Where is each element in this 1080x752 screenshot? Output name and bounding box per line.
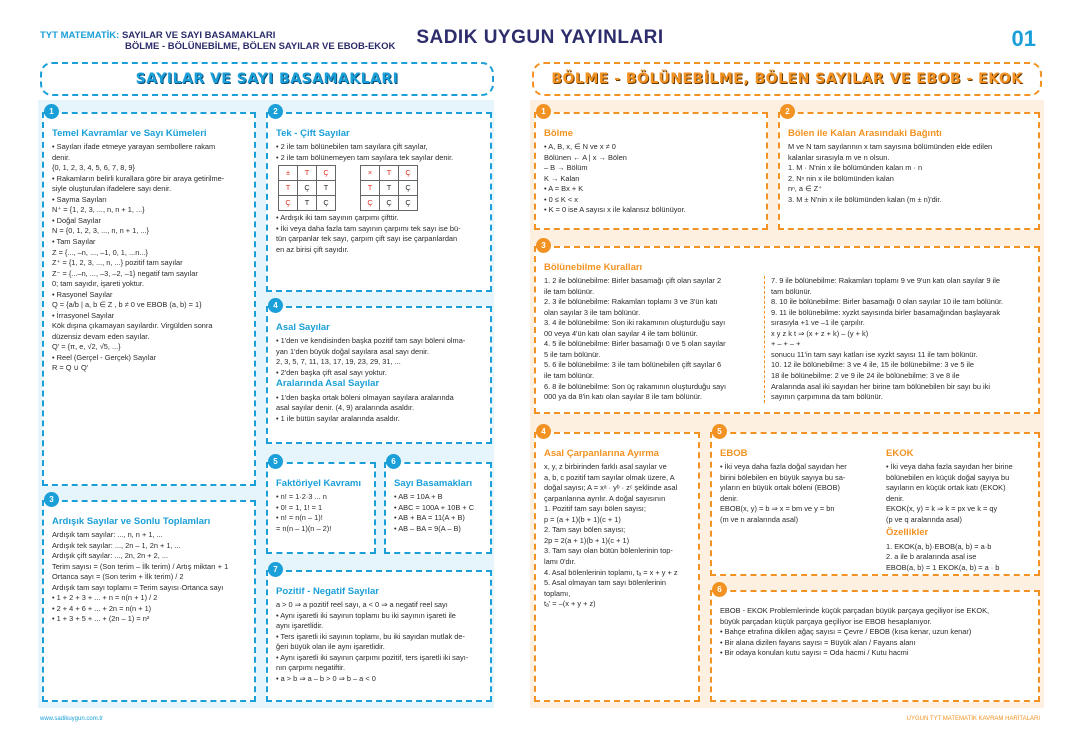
panel-body — [276, 492, 367, 534]
panel-title: Bölen ile Kalan Arasındaki Bağıntı — [788, 128, 942, 139]
text-line: (m ve n aralarında asal) — [720, 514, 799, 524]
text-line: • 2'den başka çift asal sayı yoktur. — [276, 367, 387, 377]
text-line: • Ters işaretli iki sayının toplamı, bu iki sayıdan mutlak de- — [276, 631, 465, 641]
text-line: sırasıyla +1 ve –1 ile çarpılır. — [771, 318, 865, 328]
text-line: • İki veya daha fazla tam sayının çarpımı tek sayı ise bü- — [276, 223, 461, 233]
text-line: 1. EKOK(a, b)·EBOB(a, b) = a·b — [886, 541, 992, 551]
panel-title: Temel Kavramlar ve Sayı Kümeleri — [52, 128, 207, 139]
text-line: EBOB(x, y) = b ⇒ x = bm ve y = bn — [720, 504, 835, 514]
text-line: 2p = 2(a + 1)(b + 1)(c + 1) — [544, 535, 630, 545]
panel-body — [544, 142, 759, 216]
panel-title-2: Aralarında Asal Sayılar — [276, 378, 380, 390]
text-line: • Rasyonel Sayılar — [52, 289, 113, 299]
multiplication-table — [360, 165, 418, 211]
text-line: Ardışık tam sayılar: ..., n, n + 1, ... — [52, 530, 163, 540]
panel-title: Faktöriyel Kavramı — [276, 478, 362, 489]
panel-gcd-lcm — [710, 432, 1040, 576]
text-line: nⁿ, a ∈ Z⁺ — [788, 184, 822, 194]
text-line: • Aynı işaretli iki sayının çarpımı pozitif, ters işaretli iki sayı- — [276, 652, 469, 662]
text-line: M ve N tam sayılarının x tam sayısına bölümünden elde edilen — [788, 142, 993, 152]
text-line: 7. 9 ile bölünebilme: Rakamları toplamı 9 ve 9'un katı olan sayılar 9 ile — [771, 276, 1000, 286]
text-line: denir. — [52, 152, 71, 162]
text-line: 2, 3, 5, 7, 11, 13, 17, 19, 23, 29, 31, ... — [276, 357, 401, 367]
rules-columns — [544, 276, 1031, 402]
panel-title: Tek - Çift Sayılar — [276, 128, 350, 139]
table-cell: Ç — [380, 196, 399, 211]
panel-remainder-relation — [778, 112, 1040, 230]
text-line: denir. — [720, 493, 739, 503]
section-badge-3: 3 — [44, 492, 59, 507]
text-line: • a > b ⇒ a – b > 0 ⇒ b – a < 0 — [276, 673, 376, 683]
topic-1: SAYILAR VE SAYI BASAMAKLARI — [121, 30, 276, 41]
section-badge-r2: 2 — [780, 104, 795, 119]
text-line: • 2 + 4 + 6 + ... + 2n = n(n + 1) — [52, 603, 152, 613]
panel-body-2 — [276, 213, 483, 255]
text-line: denir. — [886, 493, 905, 503]
text-line: • Aynı işaretli iki sayının toplamı bu iki sayının işareti ile — [276, 610, 456, 620]
text-line: • AB + BA = 11(A + B) — [394, 513, 465, 523]
text-line: 3. M ± N'nin x ile bölümünden kalan (m ± n)'dir. — [788, 194, 942, 204]
text-line: en az birisi çift sayıdır. — [276, 244, 349, 254]
text-line: • Reel (Gerçel - Gerçek) Sayılar — [52, 352, 157, 362]
footer-series: UYGUN TYT MATEMATİK KAVRAM HARİTALARI — [906, 716, 1040, 722]
text-line: nın çarpımı negatiftir. — [276, 663, 346, 673]
text-line: aynı işaretlidir. — [276, 621, 324, 631]
text-line: 4. 5 ile bölünebilme: Birler basamağı 0 ve 5 olan sayılar — [544, 339, 726, 349]
text-line: a > 0 ⇒ a pozitif reel sayı, a < 0 ⇒ a negatif reel sayı — [276, 600, 448, 610]
left-banner: SAYILAR VE SAYI BASAMAKLARI — [40, 62, 494, 96]
panel-body — [276, 142, 483, 163]
text-line: • 1 + 2 + 3 + ... + n = n(n + 1) / 2 — [52, 593, 158, 603]
text-line: kalanlar sırasıyla m ve n olsun. — [788, 152, 890, 162]
text-line: a, b, c pozitif tam sayılar olmak üzere, A — [544, 472, 675, 482]
text-line: (p ve q aralarında asal) — [886, 514, 962, 524]
text-line: 1. 2 ile bölünebilme: Birler basamağı çift olan sayılar 2 — [544, 276, 722, 286]
panel-positive-negative — [266, 570, 492, 702]
text-line: R = Q ∪ Q' — [52, 363, 89, 373]
text-line: 6. 8 ile bölünebilme: Son üç rakamının oluşturduğu sayı — [544, 381, 726, 391]
right-banner: BÖLME - BÖLÜNEBİLME, BÖLEN SAYILAR VE EBOB - EKOK — [532, 62, 1042, 96]
panel-factorial — [266, 462, 376, 554]
text-line: • İki veya daha fazla sayıdan her birine — [886, 462, 1013, 472]
panel-body — [52, 530, 247, 625]
section-badge-7: 7 — [268, 562, 283, 577]
text-line: 000 ya da 8'in katı olan sayılar 8 ile tam bölünür. — [544, 392, 702, 402]
rules-col-b — [764, 276, 1003, 402]
text-line: {0, 1, 2, 3, 4, 5, 6, 7, 8, 9} — [52, 163, 136, 173]
table-cell: T — [279, 181, 298, 196]
text-line: • n! = n(n – 1)! — [276, 513, 323, 523]
text-line: 3. 4 ile bölünebilme: Son iki rakamının oluşturduğu sayı — [544, 318, 726, 328]
text-line: lamı 0'dır. — [544, 556, 576, 566]
table-cell: Ç — [279, 196, 298, 211]
text-line: Z = {..., –n, ..., –1, 0, 1, ...n...} — [52, 247, 148, 257]
panel-gcd-lcm-problems — [710, 590, 1040, 702]
rules-col-a — [544, 276, 758, 402]
text-line: sonucu 11'in tam sayı katları ise xyzkt sayısı 11 ile tam bölünür. — [771, 349, 978, 359]
panel-prime-factorization — [534, 432, 700, 702]
text-line: büyük parçadan küçük parçaya geçiliyor ise EBOB hesaplanıyor. — [720, 616, 932, 626]
text-line: tam bölünür. — [771, 286, 812, 296]
gcd-body — [720, 462, 878, 525]
text-line: bölünebilen en küçük doğal sayıya bu — [886, 472, 1010, 482]
panel-body-2 — [276, 393, 483, 425]
table-cell: T — [380, 181, 399, 196]
panel-body — [394, 492, 483, 534]
text-line: toplamı, — [544, 588, 571, 598]
text-line: • 1 + 3 + 5 + ... + (2n – 1) = n² — [52, 614, 150, 624]
text-line: • Doğal Sayılar — [52, 215, 102, 225]
panel-title: Asal Sayılar — [276, 322, 330, 333]
text-line: Bölünen ← A | x → Bölen — [544, 152, 627, 162]
text-line: Ardışık çift sayılar: ..., 2n, 2n + 2, ... — [52, 551, 169, 561]
section-badge-5: 5 — [268, 454, 283, 469]
text-line: 2. Nⁿ nin x ile bölümünden kalan — [788, 173, 894, 183]
text-line: • A, B, x, ∈ N ve x ≠ 0 — [544, 142, 616, 152]
text-line: 1. M · N'nin x ile bölümünden kalan m · n — [788, 163, 923, 173]
text-line: • Ardışık iki tam sayının çarpımı çifttir. — [276, 213, 399, 223]
table-cell: × — [361, 166, 380, 181]
lcm-body — [886, 462, 1013, 525]
text-line: Aralarında asal iki sayıdan her birine tam bölünebilen bir sayı bu iki — [771, 381, 990, 391]
text-line: Ardışık tek sayılar: ..., 2n – 1, 2n + 1, ... — [52, 540, 181, 550]
panel-title: Asal Çarpanlarına Ayırma — [544, 448, 659, 459]
table-cell: Ç — [399, 181, 418, 196]
text-line: 5. Asal olmayan tam sayı bölenlerinin — [544, 578, 667, 588]
section-badge-4: 4 — [268, 298, 283, 313]
text-line: p = (a + 1)(b + 1)(c + 1) — [544, 514, 621, 524]
table-cell: Ç — [298, 181, 317, 196]
panel-body — [720, 606, 1031, 659]
panel-title: Bölme — [544, 128, 574, 139]
lcm-title: EKOK — [886, 448, 914, 459]
text-line: N = {0, 1, 2, 3, ..., n, n + 1, ...} — [52, 226, 149, 236]
gcd-lcm-columns — [720, 448, 1031, 573]
panel-title: Pozitif - Negatif Sayılar — [276, 586, 379, 597]
text-line: sayının çarpımına da tam bölünür. — [771, 392, 883, 402]
topic-2: BÖLME - BÖLÜNEBİLME, BÖLEN SAYILAR VE EBOB-EKOK — [125, 41, 396, 53]
text-line: olan sayılar 3 ile tam bölünür. — [544, 307, 641, 317]
lcm-col — [886, 448, 1013, 573]
panel-odd-even — [266, 112, 492, 292]
text-line: • A = Bx + K — [544, 184, 584, 194]
section-badge-1: 1 — [44, 104, 59, 119]
panel-digits — [384, 462, 492, 554]
text-line: 2. Tam sayı bölen sayısı; — [544, 525, 626, 535]
text-line: • 2 ile tam bölünebilen tam sayılara çift sayılar, — [276, 142, 428, 152]
section-badge-6: 6 — [386, 454, 401, 469]
text-line: • AB = 10A + B — [394, 492, 443, 502]
sign-tables — [276, 163, 483, 213]
text-line: 10. 12 ile bölünebilme: 3 ve 4 ile, 15 ile bölünebilme: 3 ve 5 ile — [771, 360, 974, 370]
table-cell: T — [361, 181, 380, 196]
panel-title: Bölünebilme Kuralları — [544, 262, 643, 273]
text-line: • İki veya daha fazla doğal sayıdan her — [720, 462, 847, 472]
text-line: 2. a ile b aralarında asal ise — [886, 552, 977, 562]
panel-body — [52, 142, 247, 373]
text-line: asal sayılar denir. (4, 9) aralarında asaldır. — [276, 403, 415, 413]
text-line: EBOB - EKOK Problemlerinde küçük parçadan büyük parçaya geçiliyor ise EKOK, — [720, 606, 990, 615]
text-line: – B → Bölüm — [544, 163, 588, 173]
text-line: 4. Asal bölenlerinin toplamı, tₐ = x + y + z — [544, 567, 678, 577]
addition-table — [278, 165, 336, 211]
table-cell: T — [380, 166, 399, 181]
text-line: Z⁺ = {1, 2, 3, ..., n, ...} pozitif tam sayılar — [52, 258, 183, 268]
text-line: 1. Pozitif tam sayı bölen sayısı; — [544, 504, 646, 514]
text-line: • n! = 1·2·3 ... n — [276, 492, 327, 502]
panel-division — [534, 112, 768, 230]
panel-divisibility-rules — [534, 246, 1040, 414]
text-line: Kök dışına çıkamayan sayılardır. Virgülden sonra — [52, 321, 213, 331]
text-line: • 1'den ve kendisinden başka pozitif tam sayı böleni olma- — [276, 336, 466, 346]
section-badge-2: 2 — [268, 104, 283, 119]
text-line: tün çarpanlar tek sayı, çarpım çift sayı ise çarpanlardan — [276, 234, 458, 244]
text-line: • Sayıları ifade etmeye yarayan sembollere rakam — [52, 142, 216, 152]
text-line: EBOB(a, b) = 1 EKOK(a, b) = a · b — [886, 562, 1000, 572]
text-line: 9. 11 ile bölünebilme: xyzkt sayısında birler basamağından başlayarak — [771, 307, 1001, 317]
text-line: • 1'den başka ortak böleni olmayan sayılara aralarında — [276, 392, 454, 402]
text-line: ile tam bölünür. — [544, 286, 595, 296]
text-line: • AB – BA = 9(A – B) — [394, 523, 461, 533]
text-line: • İrrasyonel Sayılar — [52, 310, 115, 320]
panel-consecutive — [42, 500, 256, 702]
table-cell: Ç — [399, 166, 418, 181]
text-line: Z⁻ = {...–n, ..., –3, –2, –1} negatif tam sayılar — [52, 268, 198, 278]
text-line: doğal sayısı; A = xᵃ · yᵇ · zᶜ şeklinde asal — [544, 483, 678, 493]
text-line: 18 ile bölünebilme: 2 ve 9 ile 24 ile bölünebilme: 3 ve 8 ile — [771, 370, 960, 380]
text-line: ile tam bölünür. — [544, 370, 595, 380]
text-line: sayıların en küçük ortak katı (EKOK) — [886, 483, 1006, 493]
panel-body — [276, 600, 483, 684]
page-number: 01 — [1011, 26, 1036, 51]
panel-body — [276, 336, 483, 378]
text-line: 5 ile tam bölünür. — [544, 349, 601, 359]
table-cell: T — [298, 196, 317, 211]
table-cell: Ç — [317, 196, 336, 211]
text-line: Q = {a/b | a, b ∈ Z , b ≠ 0 ve EBOB (a, b) = 1} — [52, 300, 202, 310]
panel-title: Ardışık Sayılar ve Sonlu Toplamları — [52, 516, 211, 527]
section-badge-r1: 1 — [536, 104, 551, 119]
table-cell: Ç — [361, 196, 380, 211]
text-line: N⁺ = {1, 2, 3, ..., n, n + 1, ...} — [52, 205, 145, 215]
text-line: • 2 ile tam bölünemeyen tam sayılara tek sayılar denir. — [276, 152, 454, 162]
text-line: Q' = {π, e, √2, √5, ...} — [52, 342, 121, 352]
text-line: yıların en büyük ortak böleni (EBOB) — [720, 483, 840, 493]
text-line: 0; tam sayıdır, işareti yoktur. — [52, 279, 145, 289]
text-line: x, y, z birbirinden farklı asal sayılar ve — [544, 462, 667, 472]
table-cell: Ç — [317, 166, 336, 181]
text-line: 5. 6 ile bölünebilme: 3 ile tam bölünebilen çift sayılar 6 — [544, 360, 722, 370]
text-line: • Bir alana dizilen fayans sayısı = Büyük alan / Fayans alanı — [720, 637, 916, 647]
text-line: çarpanlarına ayrılır. A doğal sayısının — [544, 493, 666, 503]
text-line: düzensiz devam eden sayılar. — [52, 331, 150, 341]
text-line: + – + – + — [771, 339, 801, 349]
text-line: • Sayma Sayıları — [52, 194, 107, 204]
text-line: K → Kalan — [544, 173, 580, 183]
text-line: x y z k t ⇒ (x + z + k) – (y + k) — [771, 328, 869, 338]
panel-body — [544, 462, 691, 609]
text-line: 00 veya 4'ün katı olan sayılar 4 ile tam bölünür. — [544, 328, 698, 338]
text-line: • Tam Sayılar — [52, 236, 96, 246]
text-line: 2. 3 ile bölünebilme: Rakamları toplamı 3 ve 3'ün katı — [544, 297, 718, 307]
text-line: • 1 ile bütün sayılar aralarında asaldır. — [276, 413, 400, 423]
text-line: • Bir odaya konulan kutu sayısı = Oda hacmi / Kutu hacmi — [720, 648, 909, 658]
properties-body — [886, 542, 1013, 574]
panel-title: Sayı Basamakları — [394, 478, 473, 489]
text-line: = n(n – 1)(n – 2)! — [276, 523, 332, 533]
panel-primes — [266, 306, 492, 444]
text-line: Ortanca sayı = (Son terim + İlk terim) / 2 — [52, 572, 184, 582]
section-badge-r5: 5 — [712, 424, 727, 439]
gcd-title: EBOB — [720, 448, 748, 459]
table-cell: ± — [279, 166, 298, 181]
section-badge-r6: 6 — [712, 582, 727, 597]
text-line: EKOK(x, y) = k ⇒ k = px ve k = qy — [886, 504, 998, 514]
text-line: 8. 10 ile bölünebilme: Birler basamağı 0 olan sayılar 10 ile tam bölünür. — [771, 297, 1004, 307]
text-line: • Rakamların belirli kurallara göre bir araya getirilme- — [52, 173, 225, 183]
text-line: • 0! = 1, 1! = 1 — [276, 502, 323, 512]
text-line: Terim sayısı = (Son terim – İlk terim) / Artış miktarı + 1 — [52, 561, 229, 571]
text-line: tₐ' = –(x + y + z) — [544, 599, 596, 609]
table-cell: Ç — [399, 196, 418, 211]
publisher-title: SADIK UYGUN YAYINLARI — [416, 27, 664, 48]
text-line: Ardışık tam sayı toplamı = Terim sayısı·Ortanca sayı — [52, 582, 224, 592]
section-badge-r4: 4 — [536, 424, 551, 439]
text-line: 3. Tam sayı olan bütün bölenlerinin top- — [544, 546, 673, 556]
gcd-col — [720, 448, 878, 573]
text-line: birini bölebilen en büyük sayıya bu sa- — [720, 472, 846, 482]
text-line: ğeri büyük olan ile aynı işaretlidir. — [276, 642, 385, 652]
table-cell: T — [298, 166, 317, 181]
text-line: • 0 ≤ K < x — [544, 194, 578, 204]
text-line: • K = 0 ise A sayısı x ile kalansız bölünüyor. — [544, 205, 686, 215]
panel-basic-concepts — [42, 112, 256, 486]
section-badge-r3: 3 — [536, 238, 551, 253]
table-cell: T — [317, 181, 336, 196]
panel-body — [788, 142, 1031, 205]
text-line: • Bahçe etrafına dikilen ağaç sayısı = Çevre / EBOB (kısa kenar, uzun kenar) — [720, 627, 972, 637]
subject-tag: TYT MATEMATİK: — [40, 30, 120, 41]
text-line: • ABC = 100A + 10B + C — [394, 502, 475, 512]
text-line: siyle oluşturulan ifadelere sayı denir. — [52, 184, 172, 194]
properties-title: Özellikler — [886, 527, 929, 539]
footer-website[interactable]: www.sadikuygun.com.tr — [40, 716, 104, 722]
text-line: yan 1'den büyük doğal sayılara asal sayı denir. — [276, 346, 430, 356]
